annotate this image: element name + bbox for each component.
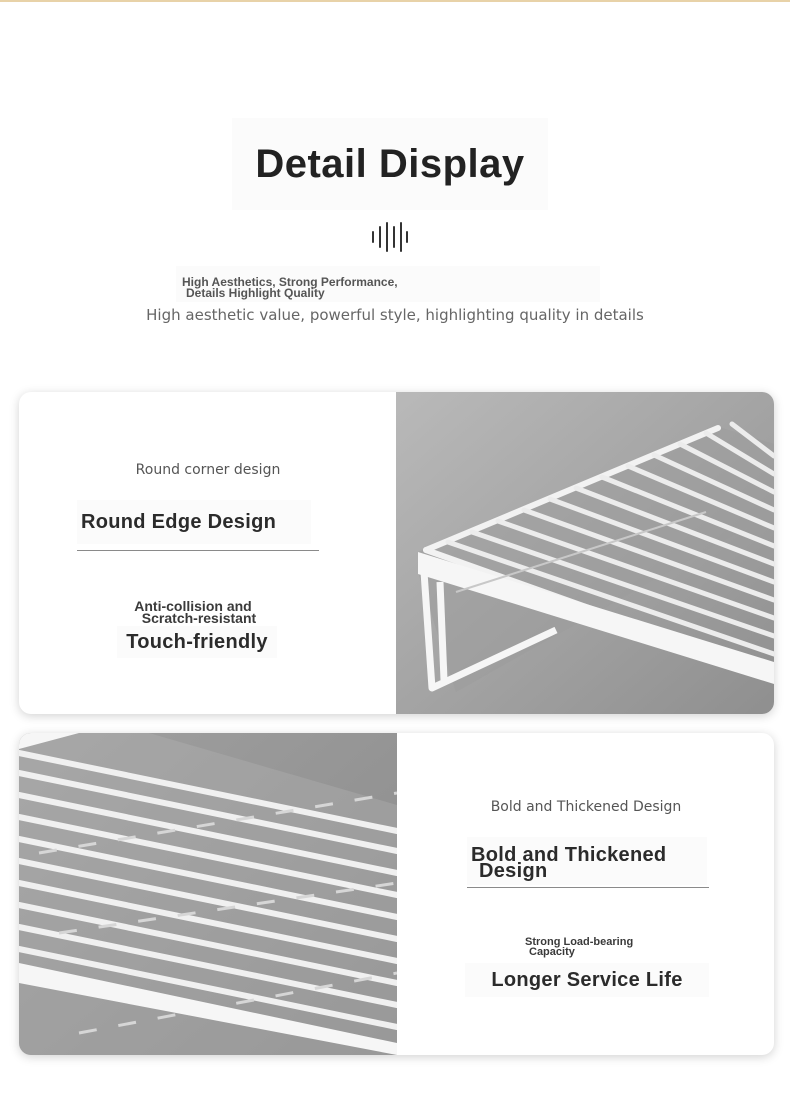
feature-tag: [103, 600, 283, 624]
page-title: Detail Display: [232, 118, 548, 210]
feature-benefit: Touch-friendly: [117, 626, 277, 658]
rack-slats-photo: [19, 733, 397, 1055]
feature-card-round-edge: [19, 392, 774, 714]
feature-tag-line2: Scratch-resistant: [141, 610, 257, 626]
feature-headline-line1: Bold and Thickened: [471, 844, 667, 866]
feature-tag-line1: Anti-collision and: [134, 598, 252, 614]
feature-tag-line2: Capacity: [529, 946, 575, 958]
tagline-line1: High Aesthetics, Strong Performance,: [182, 275, 398, 289]
feature-text-panel: [19, 392, 397, 714]
rack-corner-photo: [396, 392, 774, 714]
page-description: High aesthetic value, powerful style, highlighting quality in details: [146, 306, 644, 324]
tagline: [176, 266, 600, 302]
feature-benefit: Longer Service Life: [465, 963, 709, 997]
feature-headline-line2: Design: [479, 860, 548, 882]
feature-headline: [467, 837, 707, 885]
feature-text-panel: [397, 733, 774, 1055]
sound-wave-icon: [368, 220, 412, 254]
headline-underline: [467, 887, 709, 888]
feature-caption: Bold and Thickened Design: [490, 799, 682, 815]
feature-tag: [507, 937, 667, 957]
top-accent-line: [0, 0, 790, 2]
feature-card-thickened: [19, 733, 774, 1055]
feature-caption: Round corner design: [135, 462, 281, 478]
feature-tag-line1: Strong Load-bearing: [525, 936, 634, 948]
tagline-line2: Details Highlight Quality: [186, 286, 325, 300]
feature-headline: Round Edge Design: [77, 500, 311, 544]
headline-underline: [77, 550, 319, 551]
